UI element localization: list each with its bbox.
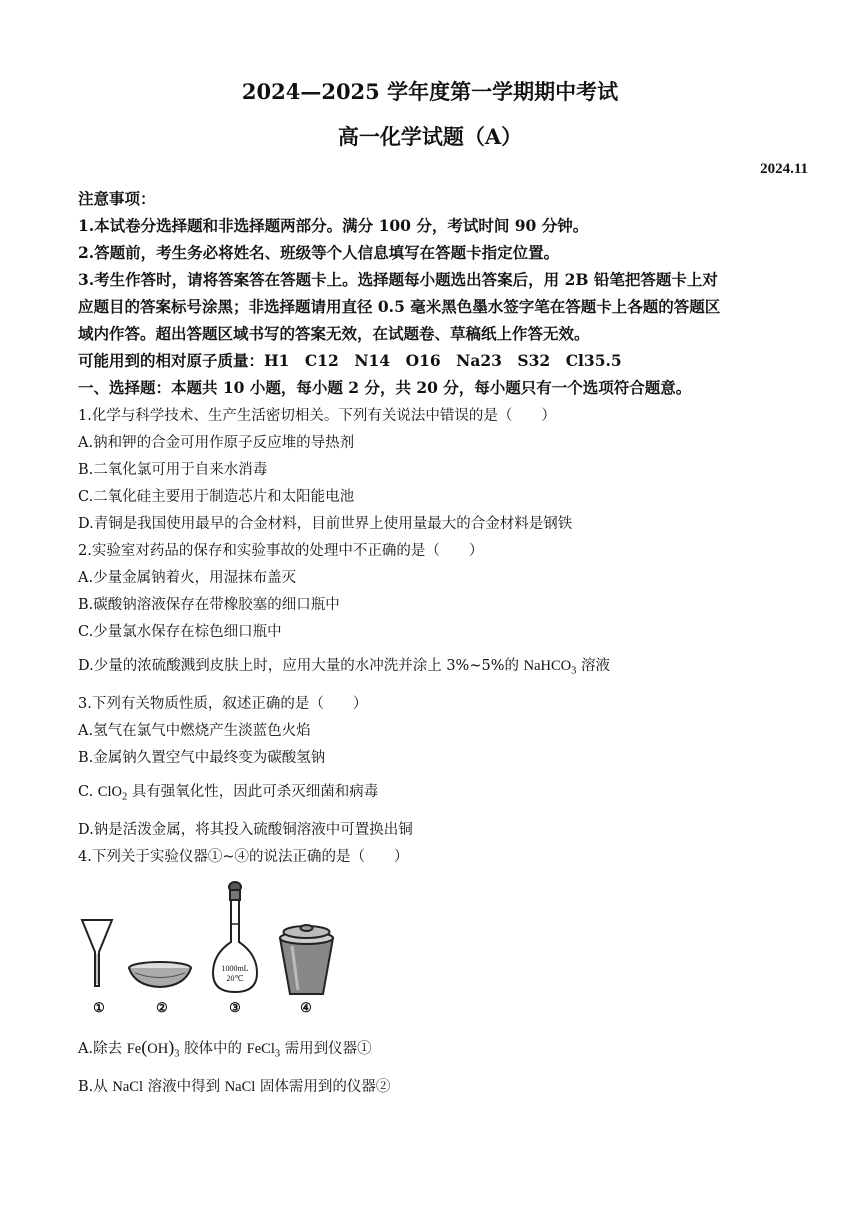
q1-option-c: C.二氧化硅主要用于制造芯片和太阳能电池 (78, 489, 355, 505)
q4-b-formula-2: NaCl (224, 1079, 256, 1095)
q3-option-c (78, 780, 808, 803)
exam-title: 2024—2025 学年度第一学期期中考试 (241, 79, 619, 104)
q2-option-c: C.少量氯水保存在棕色细口瓶中 (78, 624, 282, 640)
q1-option-b: B.二氧化氯可用于自来水消毒 (78, 462, 268, 478)
q4-a-formula-fecl: FeCl (246, 1041, 275, 1057)
crucible-icon (280, 925, 333, 994)
note-1: 1.本试卷分选择题和非选择题两部分。满分 100 分，考试时间 90 分钟。 (78, 216, 589, 235)
q4-a-subscript-1: 3 (174, 1048, 180, 1060)
q4-a-formula-oh: OH (147, 1041, 169, 1057)
q2-stem: 2.实验室对药品的保存和实验事故的处理中不正确的是（ ） (78, 543, 484, 559)
evaporating-dish-icon (129, 962, 191, 987)
q3-option-a: A.氢气在氯气中燃烧产生淡蓝色火焰 (78, 723, 311, 739)
flask-volume-label: 1000mL (221, 964, 249, 973)
apparatus-label-3: ③ (229, 1001, 241, 1016)
apparatus-drawing (80, 876, 350, 1018)
q2-d-text: D.少量的浓硫酸溅到皮肤上时，应用大量的水冲洗并涂上 3%~5%的 (78, 658, 524, 674)
apparatus-figure (80, 876, 350, 1018)
q1-stem: 1.化学与科学技术、生产生活密切相关。下列有关说法中错误的是（ ） (78, 408, 556, 424)
q3-option-b: B.金属钠久置空气中最终变为碳酸氢钠 (78, 750, 326, 766)
q4-a-formula-fe: Fe (126, 1041, 142, 1057)
flask-temperature-label: 20℃ (226, 974, 244, 983)
q4-b-mid: 溶液中得到 (142, 1079, 225, 1095)
q2-d-tail: 溶液 (576, 658, 610, 674)
q4-a-paren-open: ( (141, 1037, 148, 1057)
q4-a-text: A.除去 (78, 1041, 127, 1057)
q4-option-b (78, 1075, 808, 1096)
apparatus-label-4: ④ (300, 1001, 312, 1016)
q2-option-a: A.少量金属钠着火，用湿抹布盖灭 (78, 570, 297, 586)
note-3-line-2: 应题目的答案标号涂黑；非选择题请用直径 0.5 毫米黑色墨水签字笔在答题卡上各题的答题区 (78, 297, 721, 316)
note-3-line-3: 域内作答。超出答题区域书写的答案无效，在试题卷、草稿纸上作答无效。 (78, 324, 590, 343)
q2-d-subscript: 3 (571, 665, 577, 677)
q3-option-d: D.钠是活泼金属，将其投入硫酸铜溶液中可置换出铜 (78, 822, 413, 838)
q1-option-d: D.青铜是我国使用最早的合金材料，目前世界上使用量最大的合金材料是钢铁 (78, 516, 573, 532)
notes-heading: 注意事项： (78, 189, 156, 208)
q4-a-mid: 胶体中的 (179, 1041, 247, 1057)
note-3-line-1: 3.考生作答时，请将答案答在答题卡上。选择题每小题选出答案后，用 2B 铅笔把答题卡上对 (78, 270, 718, 289)
apparatus-label-1: ① (93, 1001, 105, 1016)
q4-stem: 4.下列关于实验仪器①~④的说法正确的是（ ） (78, 849, 409, 865)
q4-b-text: B.从 (78, 1079, 113, 1095)
q3-c-text: 具有强氧化性，因此可杀灭细菌和病毒 (127, 784, 379, 800)
note-2: 2.答题前，考生务必将姓名、班级等个人信息填写在答题卡指定位置。 (78, 243, 560, 262)
q3-stem: 3.下列有关物质性质，叙述正确的是（ ） (78, 696, 368, 712)
q4-option-a (78, 1037, 808, 1060)
q1-option-a: A.钠和钾的合金可用作原子反应堆的导热剂 (78, 435, 355, 451)
section-heading: 一、选择题：本题共 10 小题，每小题 2 分，共 20 分，每小题只有一个选项符合题意。 (78, 378, 692, 397)
q3-c-subscript: 2 (121, 791, 128, 803)
q2-option-b: B.碳酸钠溶液保存在带橡胶塞的细口瓶中 (78, 597, 340, 613)
q3-c-prefix: C. (78, 784, 98, 800)
atomic-masses: 可能用到的相对原子质量：H1 C12 N14 O16 Na23 S32 Cl35.5 (78, 351, 622, 370)
funnel-icon (82, 920, 112, 986)
q4-b-tail: 固体需用到的仪器② (255, 1079, 391, 1095)
q4-b-formula-1: NaCl (112, 1079, 143, 1095)
exam-subtitle: 高一化学试题（A） (337, 124, 523, 149)
q2-option-d (78, 654, 808, 677)
apparatus-label-2: ② (156, 1001, 168, 1016)
q2-d-formula: NaHCO (523, 658, 572, 674)
exam-date: 2024.11 (760, 161, 808, 177)
q4-a-paren-close: ) (168, 1037, 175, 1057)
q3-c-formula: ClO (97, 784, 122, 800)
q4-a-subscript-2: 3 (274, 1048, 281, 1060)
q4-a-tail: 需用到仪器① (280, 1041, 372, 1057)
